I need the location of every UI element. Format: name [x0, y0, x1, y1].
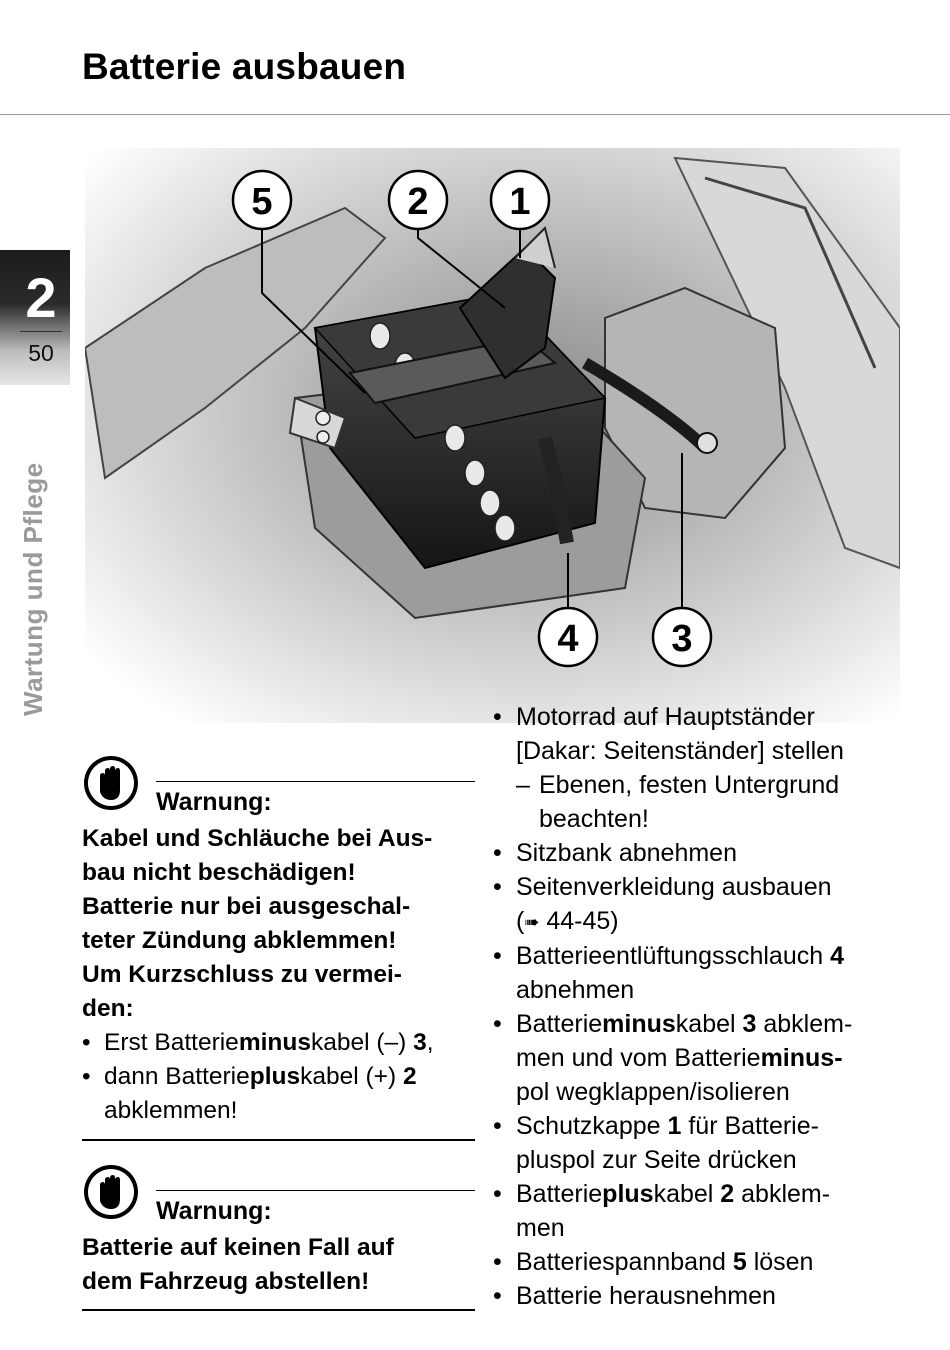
list-item: • Erst Batterieminuskabel (–) 3, — [82, 1026, 475, 1060]
chapter-divider — [20, 331, 62, 332]
sub-item: – Ebenen, festen Untergrund — [493, 768, 913, 802]
warning-1-line: Kabel und Schläuche bei Aus- — [82, 825, 433, 852]
warning-1-top-rule — [156, 781, 475, 782]
page-reference-arrow-icon: ➠ — [524, 912, 540, 932]
warning-2-body — [82, 1231, 475, 1299]
warning-2-heading: Warnung: — [156, 1197, 272, 1225]
list-item: • Sitzbank abnehmen — [493, 836, 913, 870]
sub-item: beachten! — [539, 805, 649, 833]
callout-3: 3 — [671, 618, 693, 660]
warning-1-bottom-rule — [82, 1139, 475, 1141]
warning-1-line: Batterie nur bei ausgeschal- — [82, 893, 411, 920]
callout-2: 2 — [407, 181, 429, 223]
warning-1-line: Um Kurzschluss zu vermei- — [82, 961, 402, 988]
warning-1-line: teter Zündung abklemmen! — [82, 927, 397, 954]
page-number: 50 — [28, 340, 54, 366]
callout-5: 5 — [251, 181, 273, 223]
title-divider — [0, 114, 950, 115]
list-item: • Batteriespannband 5 lösen — [493, 1245, 913, 1279]
warning-1-line: den: — [82, 995, 134, 1022]
page-title: Batterie ausbauen — [82, 46, 407, 87]
list-item: • Schutzkappe 1 für Batterie- pluspol zur Seite drücken — [493, 1109, 913, 1177]
warning-2-bottom-rule — [82, 1309, 475, 1311]
warning-1-heading: Warnung: — [156, 788, 272, 816]
stop-hand-icon — [82, 1163, 140, 1221]
list-item: • Batteriepluskabel 2 abklem- men — [493, 1177, 913, 1245]
stop-hand-icon — [82, 754, 140, 812]
list-item: • Batterieentlüftungsschlauch 4 abnehmen — [493, 939, 913, 1007]
section-label: Wartung und Pflege — [18, 462, 48, 716]
battery-figure — [85, 148, 900, 723]
list-item: • Seitenverkleidung ausbauen (➠ 44-45) — [493, 870, 913, 939]
warning-1-body — [82, 822, 475, 1128]
warning-1-line: bau nicht beschädigen! — [82, 859, 356, 886]
warning-2-line: Batterie auf keinen Fall auf — [82, 1234, 394, 1261]
callout-1: 1 — [509, 181, 531, 223]
list-item: • Batterieminuskabel 3 abklem- men und vom Batterieminus- pol wegklappen/isolieren — [493, 1007, 913, 1109]
chapter-number: 2 — [25, 266, 57, 329]
list-item: • dann Batteriepluskabel (+) 2 abklemmen! — [82, 1060, 475, 1128]
instruction-steps — [493, 700, 913, 1313]
warning-1-list — [82, 1026, 475, 1128]
callout-4: 4 — [557, 618, 579, 660]
warning-2-top-rule — [156, 1190, 475, 1191]
warning-2-line: dem Fahrzeug abstellen! — [82, 1268, 370, 1295]
list-item: • Batterie herausnehmen — [493, 1279, 913, 1313]
list-item: • Motorrad auf Hauptständer [Dakar: Seitenständer] stellen — [493, 700, 913, 768]
battery-installation-illustration — [85, 148, 900, 723]
